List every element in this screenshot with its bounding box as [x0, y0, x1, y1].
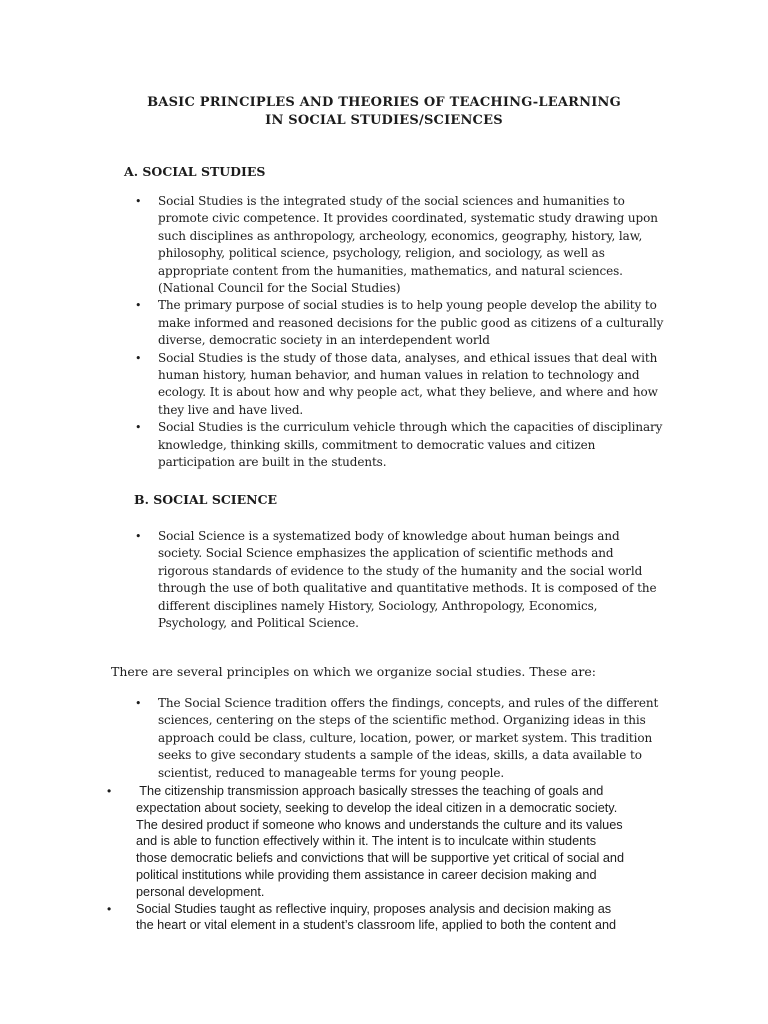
list-item — [135, 350, 688, 420]
list-item-line: The citizenship transmission approach basically stresses the teaching of goals and — [136, 784, 604, 798]
bullet-icon: • — [135, 351, 142, 365]
section-a-list — [135, 193, 688, 472]
list-item-line: (National Council for the Social Studies) — [158, 281, 401, 296]
list-item-line: Social Studies is the integrated study of the social sciences and humanities to — [158, 194, 625, 208]
list-item-line: make informed and reasoned decisions for the public good as citizens of a culturally — [158, 315, 664, 330]
section-a-heading: A. SOCIAL STUDIES — [124, 164, 266, 179]
principles-serif-list — [135, 695, 688, 782]
list-item-line: political institutions while providing them assistance in career decision making and — [136, 867, 597, 882]
document-title-line-2: IN SOCIAL STUDIES/SCIENCES — [265, 113, 503, 128]
list-item-line: through the use of both qualitative and quantitative methods. It is composed of the — [158, 581, 657, 596]
bullet-icon: • — [135, 697, 142, 710]
list-item — [107, 783, 681, 901]
list-item — [135, 695, 688, 782]
list-item-line: Social Studies is the curriculum vehicle through which the capacities of disciplinary — [158, 420, 663, 435]
list-item-line: and is able to function effectively within it. The intent is to inculcate within students — [136, 834, 597, 849]
bullet-icon: • — [135, 421, 142, 435]
list-item-line: rigorous standards of evidence to the study of the humanity and the social world — [158, 563, 643, 578]
list-item-line: different disciplines namely History, Sociology, Anthropology, Economics, — [158, 598, 598, 613]
list-item — [135, 297, 688, 349]
list-item-line: diverse, democratic society in an interdependent world — [158, 333, 490, 348]
list-item-line: Social Studies is the study of those data, analyses, and ethical issues that deal with — [158, 350, 658, 365]
list-item-line: personal development. — [136, 884, 265, 899]
list-item-line: they live and have lived. — [158, 402, 304, 417]
list-item-line: scientist, reduced to manageable terms for young people. — [158, 765, 505, 780]
list-item — [135, 193, 688, 297]
list-item-line: approach could be class, culture, location, power, or market system. This tradition — [158, 730, 653, 745]
section-b-heading: B. SOCIAL SCIENCE — [134, 492, 278, 507]
list-item-line: promote civic competence. It provides coordinated, systematic study drawing upon — [158, 211, 658, 226]
list-item-line: such disciplines as anthropology, archeology, economics, geography, history, law, — [158, 228, 643, 243]
list-item-line: the heart or vital element in a student’s classroom life, applied to both the content and — [136, 918, 617, 933]
principles-intro: There are several principles on which we organize social studies. These are: — [111, 664, 596, 679]
list-item-line: expectation about society, seeking to develop the ideal citizen in a democratic society. — [136, 800, 618, 815]
bullet-icon: • — [135, 530, 142, 543]
list-item-line: participation are built in the students. — [158, 455, 387, 470]
document-title-line-1: BASIC PRINCIPLES AND THEORIES OF TEACHING-LEARNING — [147, 95, 621, 110]
list-item — [135, 419, 688, 471]
bullet-icon: • — [135, 299, 142, 313]
list-item-line: ecology. It is about how and why people act, what they believe, and where and how — [158, 385, 658, 400]
list-item-line: those democratic beliefs and convictions that will be supportive yet critical of social and — [136, 851, 625, 866]
bullet-icon: • — [135, 195, 142, 208]
list-item-line: appropriate content from the humanities, mathematics, and natural sciences. — [158, 263, 623, 278]
list-item-line: Social Studies taught as reflective inquiry, proposes analysis and decision making as — [136, 901, 612, 916]
list-item-line: philosophy, political science, psychology, religion, and sociology, as well as — [158, 246, 605, 261]
list-item — [107, 901, 681, 935]
section-b-list — [135, 528, 688, 632]
list-item-line: sciences, centering on the steps of the scientific method. Organizing ideas in this — [158, 713, 646, 728]
bullet-icon: • — [107, 784, 112, 798]
list-item-line: Social Science is a systematized body of knowledge about human beings and — [158, 529, 620, 543]
list-item-line: seeks to give secondary students a sample of the ideas, skills, a data available to — [158, 748, 642, 763]
list-item-line: knowledge, thinking skills, commitment to democratic values and citizen — [158, 437, 596, 452]
list-item-line: The primary purpose of social studies is to help young people develop the ability to — [158, 298, 657, 313]
principles-sans-list — [107, 783, 681, 934]
list-item-line: Psychology, and Political Science. — [158, 616, 359, 631]
list-item-line: The Social Science tradition offers the findings, concepts, and rules of the different — [158, 696, 659, 710]
list-item-line: human history, human behavior, and human values in relation to technology and — [158, 368, 640, 383]
list-item-line: society. Social Science emphasizes the application of scientific methods and — [158, 546, 614, 561]
list-item-line: The desired product if someone who knows and understands the culture and its values — [136, 817, 623, 832]
bullet-icon: • — [107, 901, 112, 916]
list-item — [135, 528, 688, 632]
